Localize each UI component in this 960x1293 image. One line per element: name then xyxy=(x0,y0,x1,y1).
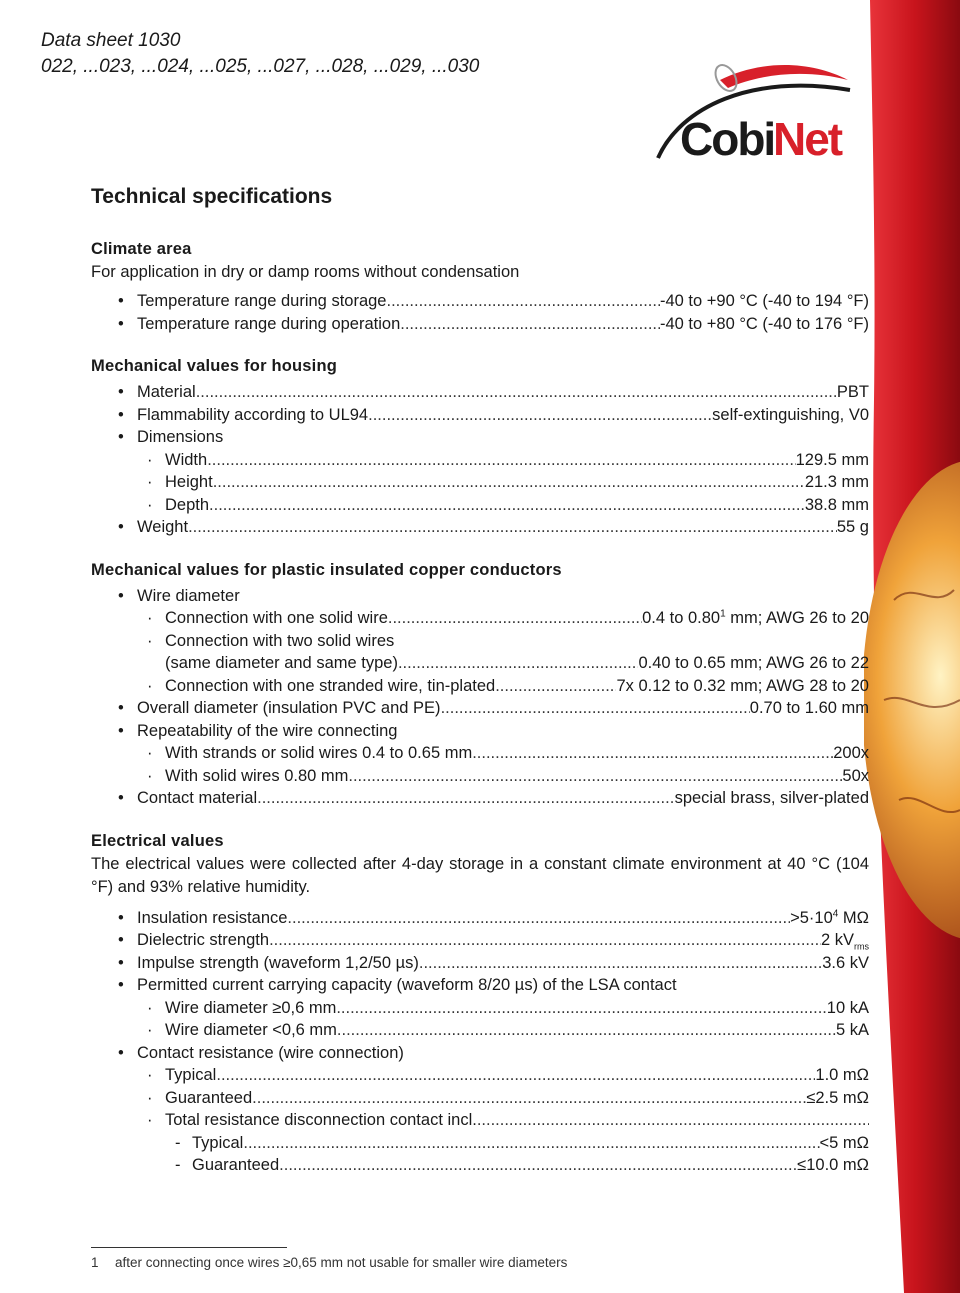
cobinet-logo xyxy=(650,58,865,168)
logo-swoosh-icon xyxy=(650,58,865,168)
spec-group-label: • Wire diameter xyxy=(91,585,869,608)
datasheet-number: Data sheet 1030 xyxy=(41,30,181,51)
electrical-intro: The electrical values were collected after 4-day storage in a constant climate environment at 40 °C (104 °F) and 93% relative humidity. xyxy=(91,854,869,896)
spec-row: • Temperature range during operation ..... -40 to +80 °C (-40 to 176 °F) xyxy=(91,313,869,336)
footnote-divider xyxy=(91,1247,287,1248)
spec-content xyxy=(91,183,869,1197)
spec-row: • Insulation resistance ..... $>5\cdot 10^4$ MΩ xyxy=(91,907,869,930)
spec-row: · With strands or solid wires 0.4 to 0.65 mm ..... 200x xyxy=(91,742,869,765)
logo-text-cobi: Cobi xyxy=(680,113,775,165)
spec-group-label: • Contact resistance (wire connection) xyxy=(91,1042,869,1065)
spec-row: · With solid wires 0.80 mm ..... 50x xyxy=(91,765,869,788)
spec-row: • Overall diameter (insulation PVC and PE) ..... 0.70 to 1.60 mm xyxy=(91,697,869,720)
conductors-section xyxy=(91,559,869,810)
spec-row: • Dielectric strength ..... 2 $kV_{rms}$ xyxy=(91,929,869,952)
spec-row: • Material ..... PBT xyxy=(91,381,869,404)
footnote-text: after connecting once wires ≥0,65 mm not usable for smaller wire diameters xyxy=(115,1255,568,1270)
spec-group-label: • Repeatability of the wire connecting xyxy=(91,720,869,743)
spec-row: · Depth ..... 38.8 mm xyxy=(91,494,869,517)
section-title-electrical: Electrical values xyxy=(91,831,224,850)
spec-row: • Contact material ..... special brass, silver-plated xyxy=(91,787,869,810)
spec-row: · Typical ..... 1.0 mΩ xyxy=(91,1064,869,1087)
spec-row: - Typical ..... <5 mΩ xyxy=(91,1132,869,1155)
spec-row: · Connection with one stranded wire, tin-plated ..... 7x 0.12 to 0.32 mm; AWG 28 to 20 xyxy=(91,675,869,698)
spec-row: · Connection with one solid wire ..... 0.4 to 0.80$^1$ mm; AWG 26 to 20 xyxy=(91,607,869,630)
article-numbers: 022, ...023, ...024, ...025, ...027, ...028, ...029, ...030 xyxy=(41,56,480,77)
logo-text-net: Net xyxy=(773,113,842,165)
spec-row: · Guaranteed ..... ≤2.5 mΩ xyxy=(91,1087,869,1110)
spec-row: • Temperature range during storage ..... -40 to +90 °C (-40 to 194 °F) xyxy=(91,290,869,313)
spec-group-label: • Permitted current carrying capacity (waveform 8/20 µs) of the LSA contact xyxy=(91,974,869,997)
spec-group-label: • Dimensions xyxy=(91,426,869,449)
spec-row: • Weight ..... 55 g xyxy=(91,516,869,539)
spec-row: • Impulse strength (waveform 1,2/50 µs) ..... 3.6 kV xyxy=(91,952,869,975)
spec-row: · Total resistance disconnection contact incl. ..... xyxy=(91,1109,869,1132)
footnote xyxy=(91,1255,567,1270)
spec-row: · Height ..... 21.3 mm xyxy=(91,471,869,494)
spec-row: · Wire diameter <0,6 mm ..... 5 kA xyxy=(91,1019,869,1042)
footnote-number: 1 xyxy=(91,1255,99,1270)
climate-intro: For application in dry or damp rooms without condensation xyxy=(91,263,520,281)
housing-section xyxy=(91,355,869,539)
spec-row-label: · Connection with two solid wires xyxy=(91,630,869,653)
electrical-section xyxy=(91,830,869,1177)
spec-row: · Wire diameter ≥0,6 mm ..... 10 kA xyxy=(91,997,869,1020)
section-title-housing: Mechanical values for housing xyxy=(91,357,338,375)
section-title-climate: Climate area xyxy=(91,240,192,258)
section-title-conductors: Mechanical values for plastic insulated copper conductors xyxy=(91,560,562,579)
spec-row: • Flammability according to UL94 ..... self-extinguishing, V0 xyxy=(91,404,869,427)
decorative-side-band xyxy=(864,0,960,1293)
spec-row: (same diameter and same type) ..... 0.40 to 0.65 mm; AWG 26 to 22 xyxy=(91,652,869,675)
document-header xyxy=(41,28,479,80)
spec-row: - Guaranteed ..... ≤10.0 mΩ xyxy=(91,1154,869,1177)
climate-section xyxy=(91,238,869,335)
spec-row: · Width ..... 129.5 mm xyxy=(91,449,869,472)
page-title: Technical specifications xyxy=(91,185,333,208)
